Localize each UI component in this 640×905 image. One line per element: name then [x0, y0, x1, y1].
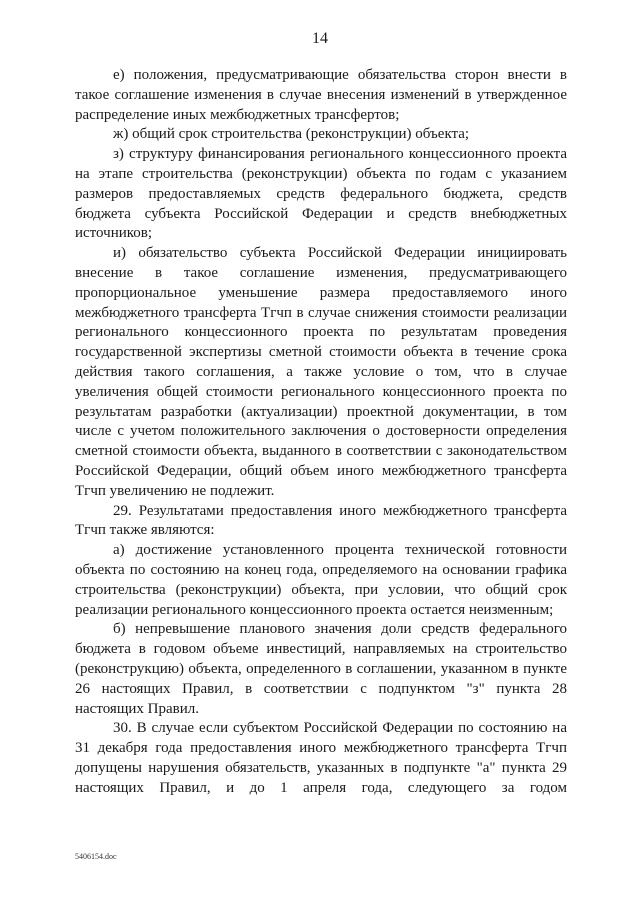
footer-file-code: 5406154.doc: [75, 852, 117, 861]
paragraph-29-a: а) достижение установленного процента технической готовности объекта по состоянию на конец года, определяемого на основании графика строительства (реконструкции) объекта, при условии, что общий срок реализации регионального концессионного проекта остается неизменным;: [75, 542, 567, 618]
paragraph-i: и) обязательство субъекта Российской Федерации инициировать внесение в такое соглашение изменения, предусматривающего пропорциональное уменьшение размера предоставляемого иного межбюджетного трансферта Тгчп в случае снижения стоимости реализации регионального концессионного проекта по результатам проведения государственной экспертизы сметной стоимости объекта в течение срока действия такого соглашения, а также условие о том, что в случае увеличения общей стоимости регионального концессионного проекта по результатам разработки (актуализации) проектной документации, в том числе с учетом положительного заключения о достоверности определения сметной стоимости объекта, выданного в соответствии с законодательством Российской Федерации, общий объем иного межбюджетного трансферта Тгчп увеличению не подлежит.: [75, 245, 567, 499]
paragraph-zh: ж) общий срок строительства (реконструкции) объекта;: [113, 126, 470, 143]
paragraph-29: 29. Результатами предоставления иного межбюджетного трансферта Тгчп также являются:: [75, 502, 567, 539]
paragraph-30: 30. В случае если субъектом Российской Федерации по состоянию на 31 декабря года предоставления иного межбюджетного трансферта Тгчп допущены нарушения обязательств, указанных в подпункте "а" пункта 29 настоящих Правил, и до 1 апреля года, следующего за годом: [75, 720, 567, 796]
paragraph-z: з) структуру финансирования регионального концессионного проекта на этапе строительства (реконструкции) объекта по годам с указанием размеров предоставляемых средств федерального бюджета, средств бюджета субъекта Российской Федерации и средств внебюджетных источников;: [75, 146, 567, 242]
paragraph-29-b: б) непревышение планового значения доли средств федерального бюджета в годовом объеме инвестиций, направляемых на строительство (реконструкцию) объекта, определенного в соглашении, указанном в пункте 26 настоящих Правил, в соответствии с подпунктом "з" пункта 28 настоящих Правил.: [75, 621, 567, 717]
document-body: [75, 66, 567, 798]
page-number: 14: [312, 30, 328, 47]
paragraph-e: е) положения, предусматривающие обязательства сторон внести в такое соглашение изменения в случае внесения изменений в утвержденное распределение иных межбюджетных трансфертов;: [75, 67, 567, 123]
